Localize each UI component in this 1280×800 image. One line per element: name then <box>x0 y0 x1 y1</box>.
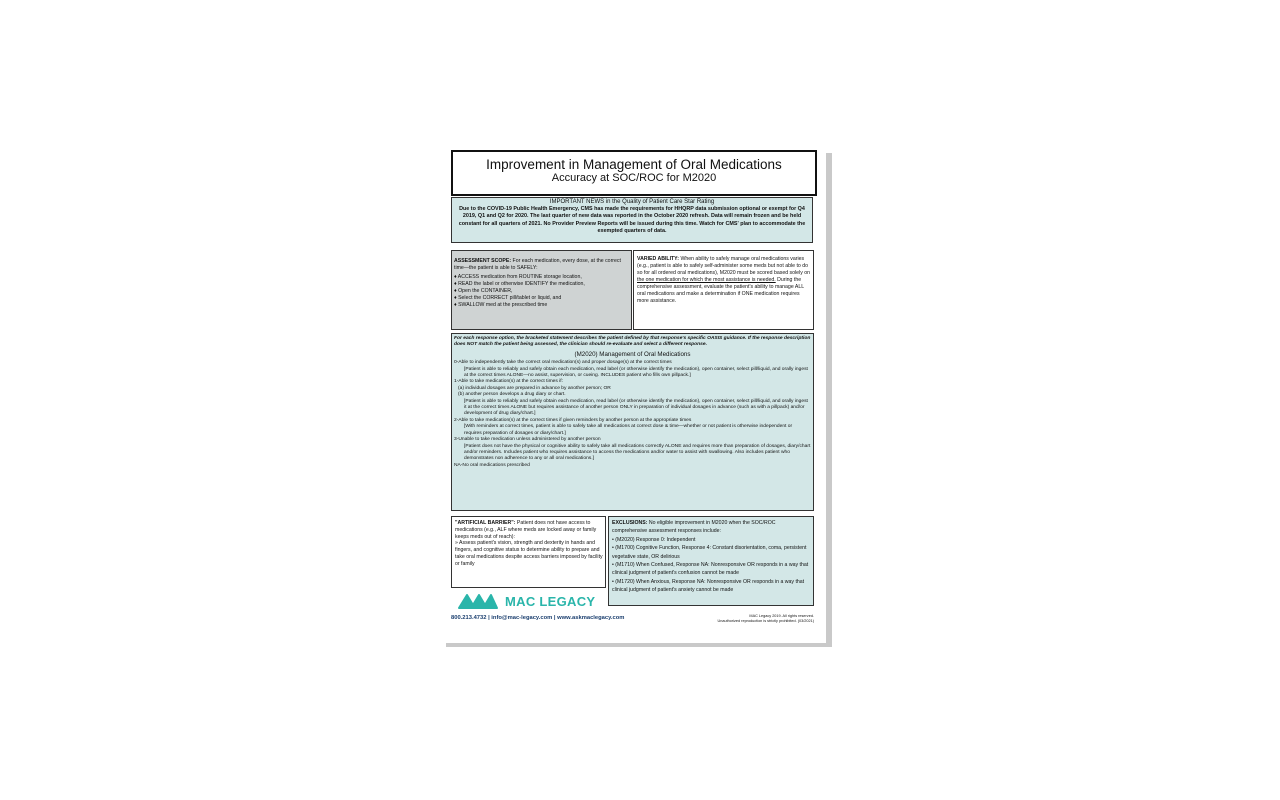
response-line: 1-Able to take medication(s) at the correct times if: <box>454 379 563 385</box>
m2020-heading: (M2020) Management of Oral Medications <box>574 350 691 358</box>
response-line: (a) individual dosages are prepared in advance by another person; OR <box>458 385 611 391</box>
response-note: For each response option, the bracketed statement describes the patient defined by that response's specific OASIS guidance. If the response description does NOT match the patient being assessed, the clinician should re-evaluate and select a different response. <box>454 336 811 348</box>
scope-item: ♦ Open the CONTAINER, <box>454 288 513 294</box>
artificial-label: "ARTIFICIAL BARRIER": <box>455 520 516 526</box>
news-heading: IMPORTANT NEWS in the Quality of Patient Care Star Rating <box>549 199 715 205</box>
response-line: [Patient is able to reliably and safely obtain each medication, read label (or otherwise identify the medication), open container, select pill/liquid, and orally ingest at the correct times ALONE—no assist, supervision, or cueing. INCLUDES patient who fills own pillpack.] <box>464 366 808 379</box>
logo-text: MAC LEGACY <box>505 593 596 609</box>
exclusions-intro: No eligible improvement in M2020 when the SOC/ROC comprehensive assessment responses include: <box>612 520 776 535</box>
copyright <box>704 614 814 624</box>
artificial-bullet: » Assess patient's vision, strength and dexterity in hands and fingers, and cognitive status to determine ability to prepare and take oral medications despite access barriers imposed by facility or family <box>455 540 603 567</box>
response-options-box <box>451 333 814 511</box>
scope-item: ♦ Select the CORRECT pill/tablet or liquid, and <box>454 295 562 301</box>
assessment-scope-box <box>451 250 632 330</box>
exclusion-item: • (M1710) When Confused, Response NA: Nonresponsive OR responds in a way that clinical judgment of patient's confusion cannot be made <box>612 562 809 577</box>
title-box <box>451 150 817 196</box>
exclusion-item: • (M2020) Response 0: Independent <box>612 536 696 543</box>
response-line: 3-Unable to take medication unless administered by another person <box>454 437 601 443</box>
logo-mark-icon <box>457 592 499 610</box>
exclusion-item: • (M1700) Cognitive Function, Response 4: Constant disorientation, coma, persistent vegetative state, OR delirious <box>612 545 807 560</box>
scope-intro: For each medication, every dose, at the correct time—the patient is able to SAFELY: <box>454 258 621 271</box>
artificial-body: Patient does not have access to medications (e.g., ALF where meds are locked away or family keeps meds out of reach): <box>455 520 597 540</box>
varied-ability-box <box>633 250 814 330</box>
response-line: NA-No oral medications prescribed <box>454 462 530 468</box>
varied-label: VARIED ABILITY: <box>637 256 679 262</box>
scope-item: ♦ ACCESS medication from ROUTINE storage location, <box>454 274 582 280</box>
artificial-barrier-box <box>451 516 606 588</box>
document-subtitle: Accuracy at SOC/ROC for M2020 <box>551 172 717 184</box>
scope-item: ♦ READ the label or otherwise IDENTIFY the medication, <box>454 281 585 287</box>
response-line: [Patient does not have the physical or cognitive ability to safely take all medications correctly ALONE and requires more than preparation of dosages, diary/chart and/or reminders. Includes patient who requires assistance to access the medications and/or water to assist with swallowing. Also includes patient who demonstrates non adherence to any or all oral medications.] <box>464 443 811 462</box>
response-line: 0-Able to independently take the correct oral medication(s) and proper dosage(s) at the correct times <box>454 360 672 366</box>
mac-legacy-logo <box>457 592 595 610</box>
varied-text-2: During the comprehensive assessment, evaluate the patient's ability to manage ALL oral medications and make a determination if ONE medication requires more assistance. <box>637 277 804 304</box>
copyright-line-1: MAC Legacy 2019. All rights reserved. <box>749 614 814 618</box>
document-title: Improvement in Management of Oral Medications <box>486 157 782 172</box>
response-line: 2-Able to take medication(s) at the correct times if given reminders by another person at the appropriate times <box>454 417 692 423</box>
varied-text-1: When ability to safely manage oral medications varies (e.g., patient is able to safely self-administer some meds but not able to do so for all ordered oral medications), M2020 must be scored based solely on <box>637 256 811 276</box>
response-line: [Patient is able to reliably and safely obtain each medication, read label (or otherwise identify the medication), open container, select pill/liquid, and orally ingest it at the correct times ALONE but requires assistance of another person ONLY in preparation of individual dosages in advance (such as with a pillpack) and/or development of drug diary/chart.] <box>464 398 808 417</box>
response-lines <box>454 360 811 469</box>
copyright-line-2: Unauthorized reproduction is strictly prohibited. (03/2021) <box>717 618 814 623</box>
exclusions-label: EXCLUSIONS: <box>612 520 648 526</box>
exclusion-item: • (M1720) When Anxious, Response NA: Nonresponsive OR responds in a way that clinical judgment of patient's anxiety cannot be made <box>612 578 805 594</box>
response-line: (b) another person develops a drug diary or chart. <box>458 392 566 398</box>
response-line: [With reminders at correct times, patient is able to safely take all medications at correct dose & time—whether or not patient is otherwise independent or requires preparation of dosages or diary/chart.] <box>464 424 793 436</box>
news-body: Due to the COVID-19 Public Health Emergency, CMS has made the requirements for HHQRP data submission optional or exempt for Q4 2019, Q1 and Q2 for 2020. The last quarter of new data was reported in the October 2020 refresh. Data will remain frozen and be held constant for all quarters of 2021. No Provider Preview Reports will be issued during this time. Watch for CMS' plan to accommodate the exempted quarters of data. <box>458 206 806 234</box>
exclusions-box <box>608 516 814 606</box>
scope-item: ♦ SWALLOW med at the prescribed time <box>454 302 548 308</box>
varied-text-underlined: the one medication for which the most assistance is needed. <box>637 277 776 283</box>
scope-label: ASSESSMENT SCOPE: <box>454 258 512 264</box>
news-box <box>451 197 813 243</box>
contact-info: 800.213.4732 | info@mac-legacy.com | www.askmaclegacy.com <box>451 615 625 621</box>
document-page <box>442 149 826 643</box>
